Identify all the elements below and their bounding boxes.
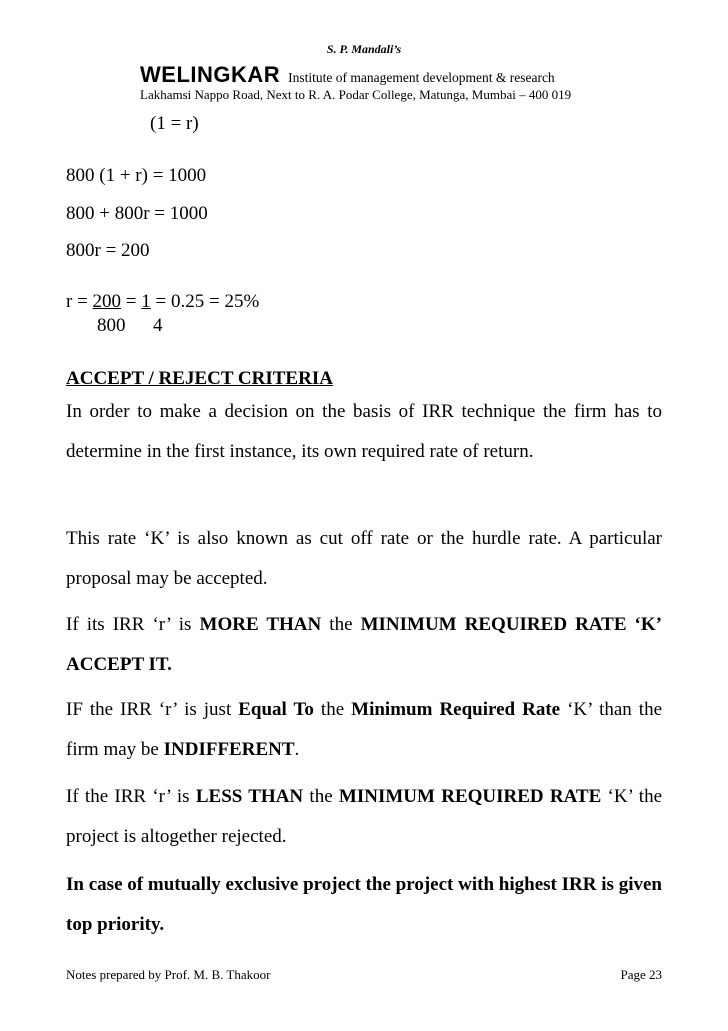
math-line-1: 800 (1 + r) = 1000	[66, 165, 207, 186]
math-numerator-1: 200	[92, 291, 122, 312]
math-line-2: 800 + 800r = 1000	[66, 203, 208, 224]
header-address: Lakhamsi Nappo Road, Next to R. A. Podar College, Matunga, Mumbai – 400 019	[140, 87, 572, 102]
p5-text-a: If the IRR ‘r’ is	[66, 786, 196, 807]
paragraph-6: In case of mutually exclusive project the project with highest IRR is given top priority.	[66, 874, 662, 935]
header-brand-line	[140, 62, 555, 88]
header-mandali: S. P. Mandali’s	[326, 42, 402, 56]
p4-text-g: .	[294, 739, 300, 760]
p5-bold-minimum-required: MINIMUM REQUIRED RATE	[338, 786, 602, 807]
brand-logo-text: WELINGKAR	[140, 62, 281, 87]
math-line-3: 800r = 200	[66, 240, 150, 261]
p3-bold-more-than: MORE THAN	[199, 614, 322, 635]
p4-text-c: the	[313, 699, 352, 720]
paragraph-3	[66, 605, 662, 685]
math-r-prefix: r =	[66, 291, 93, 312]
math-result: = 0.25 = 25%	[150, 291, 260, 312]
p5-text-c: the	[303, 786, 339, 807]
p5-text-e: ‘K’ the project is altogether rejected.	[66, 786, 663, 847]
p4-bold-min-rate: Minimum Required Rate	[351, 699, 561, 720]
footer-author: Notes prepared by Prof. M. B. Thakoor	[66, 967, 271, 982]
p4-text-e: ‘K’ than the firm may be	[66, 699, 663, 760]
section-heading: ACCEPT / REJECT CRITERIA	[66, 368, 333, 389]
math-denominator-2: 4	[153, 315, 163, 336]
math-denominator-1: 800	[97, 315, 126, 336]
paragraph-2: This rate ‘K’ is also known as cut off rate or the hurdle rate. A particular proposal may be accepted.	[66, 528, 662, 589]
p3-text-a: If its IRR ‘r’ is	[66, 614, 200, 635]
p3-bold-minimum-required: MINIMUM REQUIRED RATE ‘K’ ACCEPT IT.	[66, 614, 662, 675]
brand-subtitle: Institute of management development & research	[288, 70, 555, 85]
math-equals: =	[121, 291, 142, 312]
paragraph-5	[66, 777, 662, 857]
p5-bold-less-than: LESS THAN	[195, 786, 304, 807]
p4-text-a: IF the IRR ‘r’ is just	[66, 699, 239, 720]
p3-text-c: the	[321, 614, 361, 635]
p4-bold-indifferent: INDIFFERENT	[163, 739, 295, 760]
paragraph-4	[66, 690, 662, 770]
math-fraction-line	[66, 291, 259, 313]
footer-page-number: Page 23	[620, 967, 662, 982]
math-line-0: (1 = r)	[150, 113, 199, 134]
p4-bold-equal-to: Equal To	[238, 699, 314, 720]
paragraph-1: In order to make a decision on the basis of IRR technique the firm has to determine in the first instance, its own required rate of return.	[66, 401, 662, 462]
math-numerator-2: 1	[141, 291, 151, 312]
